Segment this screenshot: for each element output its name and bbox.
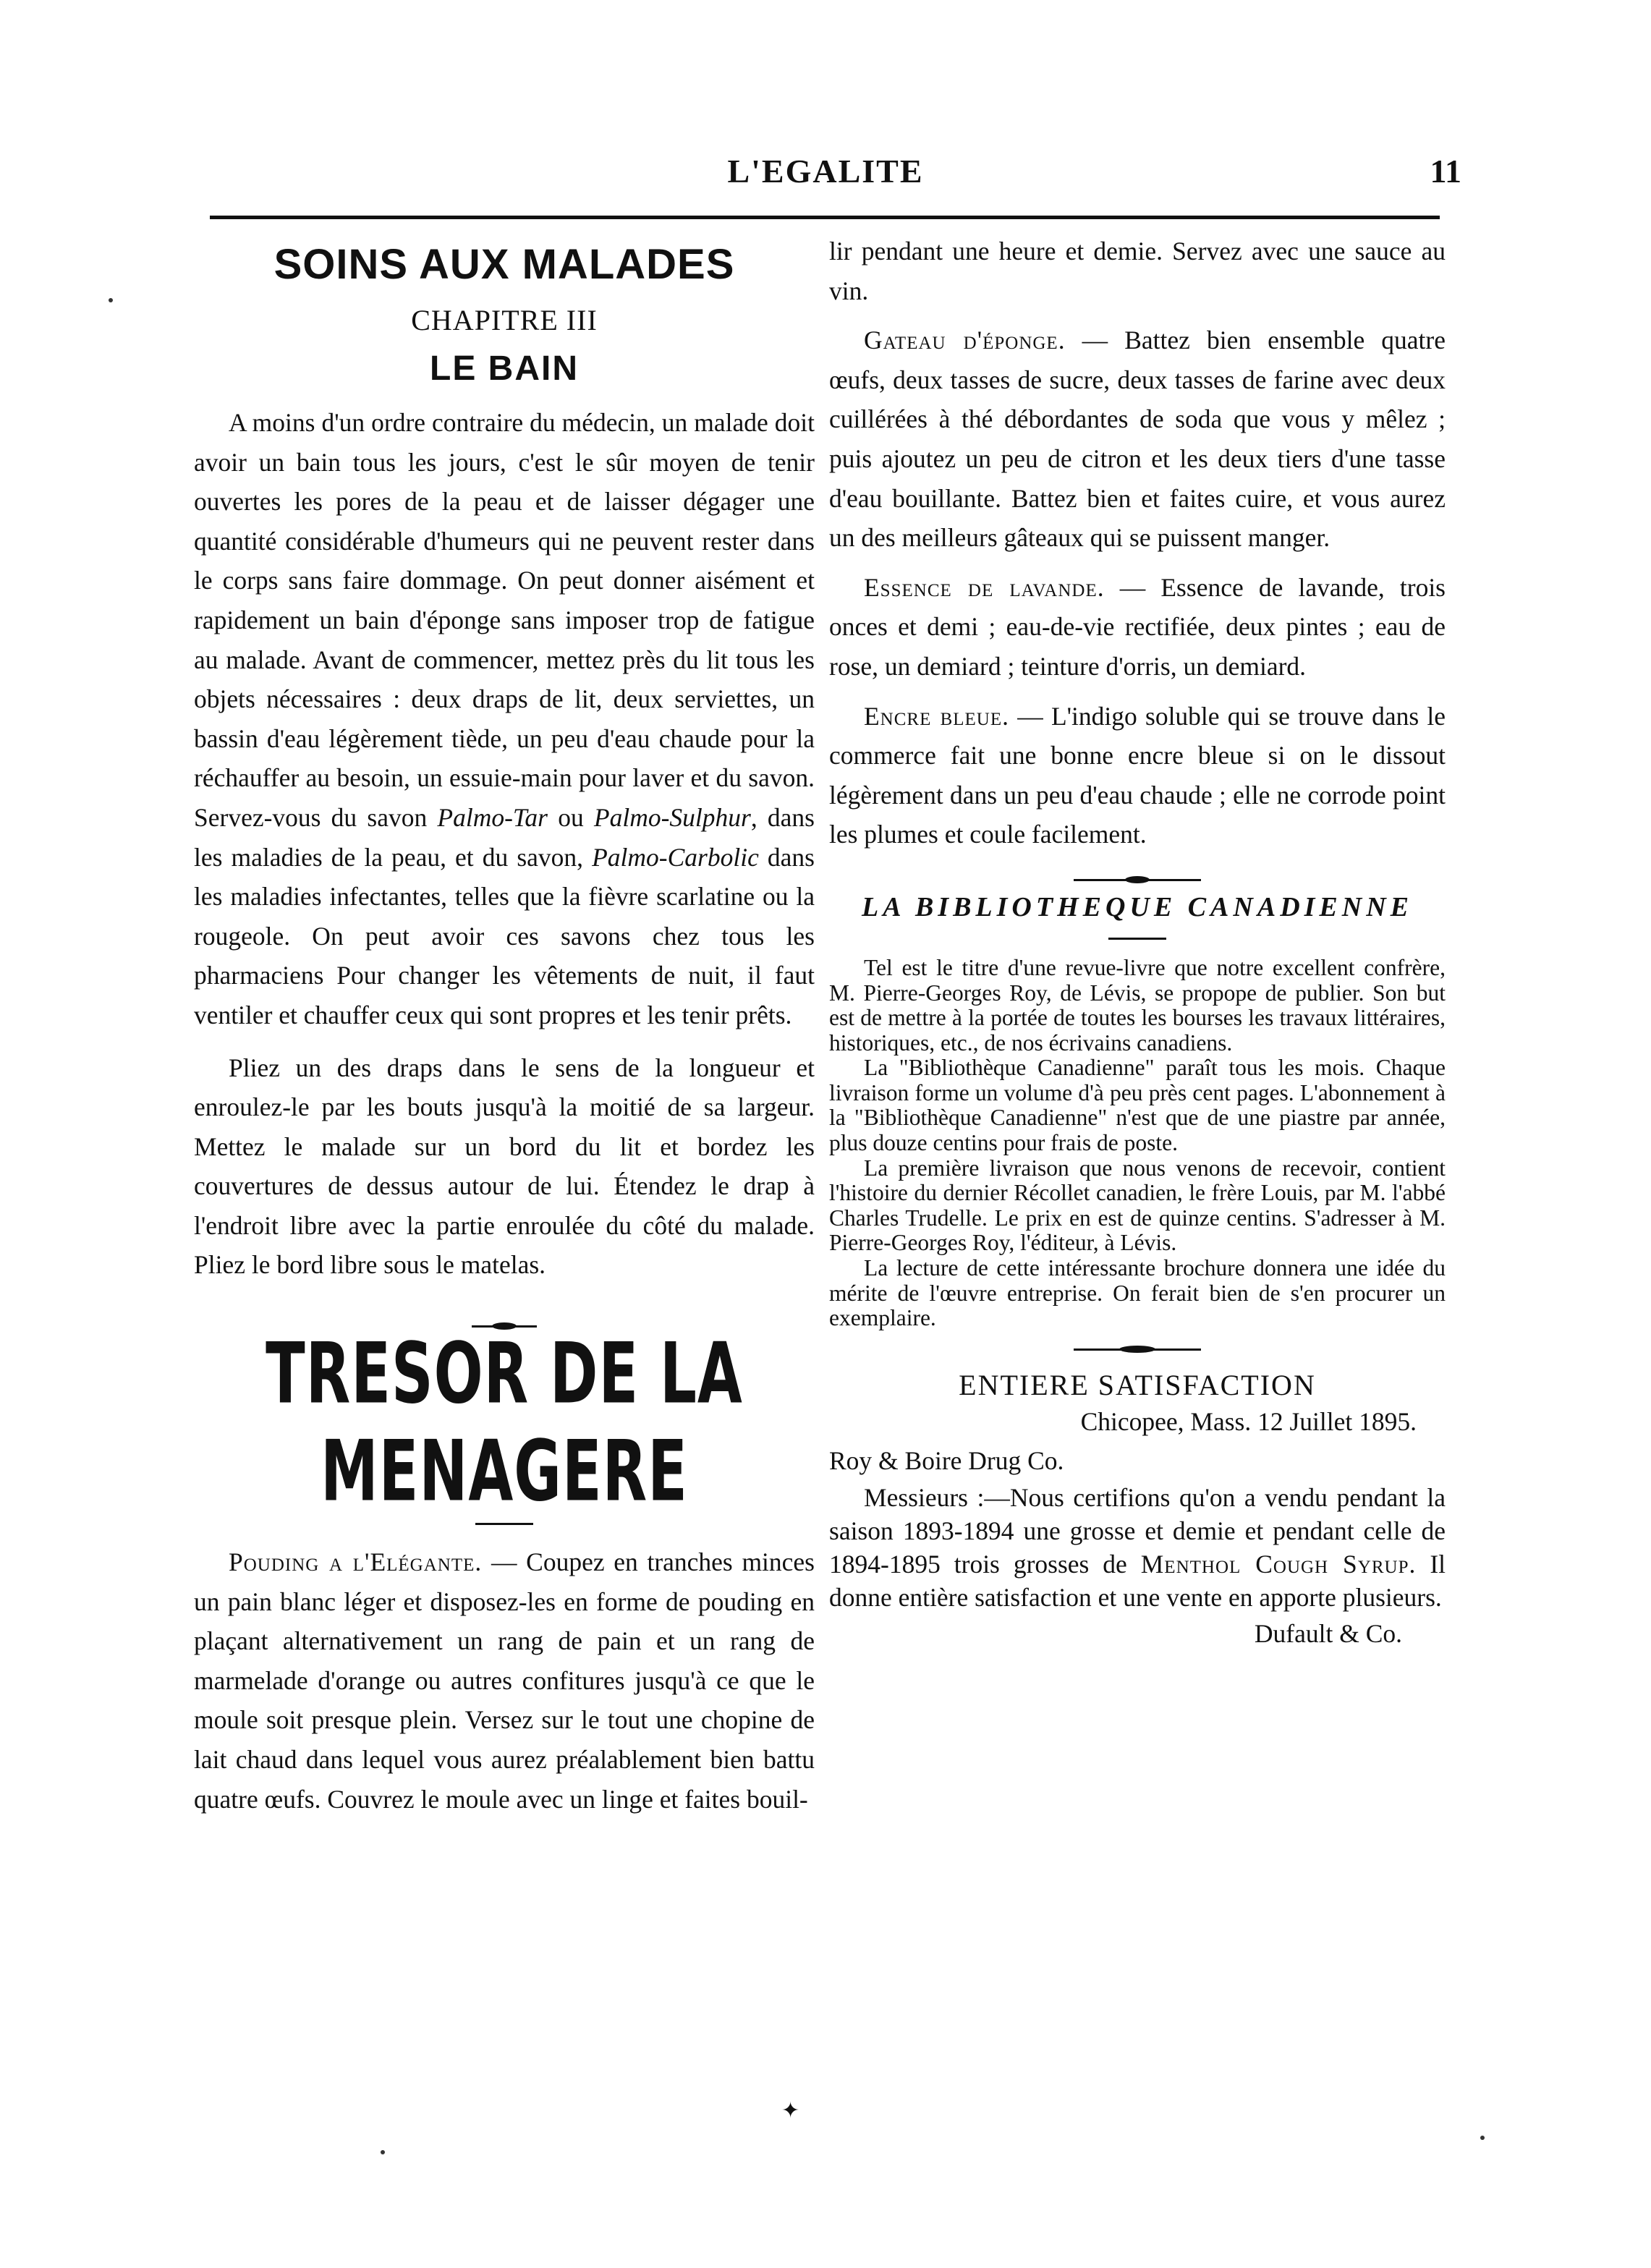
testimonial-tail: Il donne entière satisfaction et une vente en apporte plusieurs. (829, 1550, 1446, 1612)
soins-paragraph-1-text: A moins d'un ordre contraire du médecin, un malade doit avoir un bain tous les jours, c'est le sûr moyen de tenir ouvertes les pores de la peau et de laisser dégager une quantité considérable d'humeurs qui ne peuvent rester dans le corps sans faire dommage. On peut donner aisément et rapidement un bain d'éponge sans imposer trop de fatigue au malade. Avant de commencer, mettez près du lit tous les objets nécessaires : deux draps de lit, deux serviettes, un bassin d'eau légèrement tiède, un peu d'eau chaude pour la réchauffer au besoin, un essuie-main pour laver et du savon. (194, 408, 815, 793)
paper-speck (109, 298, 113, 302)
page-number: 11 (1430, 153, 1461, 190)
section-title-tresor: TRESOR DE LA MENAGERE (266, 1325, 743, 1520)
soap-brand-palmo-sulphur: Palmo-Sulphur (593, 802, 751, 832)
pouding-continued: lir pendant une heure et demie. Servez avec une sauce au vin. (829, 237, 1446, 305)
product-name: Menthol Cough Syrup. (1140, 1550, 1417, 1579)
soap-sentence-or: ou (547, 802, 594, 832)
soap-sentence-tail: dans les maladies infectantes, telles que la fièvre scarlatine ou la rougeole. On peut avoir ces savons chez tous les pharmaciens Pour changer les vêtements de nuit, il faut ventiler et chauffer ceux qui sont propres et les tenir prêts. (194, 842, 815, 1029)
section-title-soins: SOINS AUX MALADES (273, 241, 735, 288)
essence-text: — Essence de lavande, trois onces et demi ; eau-de-vie rectifiée, deux pintes ; eau de rose, un demiard ; teinture d'orris, un demiard. (829, 572, 1446, 681)
soap-sentence-mid: , dans les maladies de la peau, et du savon, (194, 802, 815, 872)
left-column (194, 232, 815, 1819)
pouding-paragraph (194, 1542, 815, 1819)
encre-paragraph (829, 697, 1446, 854)
paper-speck (381, 2150, 385, 2154)
biblio-paragraph-2: La "Bibliothèque Canadienne" paraît tous les mois. Chaque livraison forme un volume d'à peu près cent pages. L'abonnement à la "Bibliothèque Canadienne" n'est que de une piastre par année, plus douze centins pour frais de poste. (829, 1055, 1446, 1156)
dateline: Chicopee, Mass. 12 Juillet 1895. (1080, 1406, 1417, 1436)
soap-brand-palmo-carbolic: Palmo-Carbolic (592, 842, 759, 872)
soap-brand-palmo-tar: Palmo-Tar (437, 802, 548, 832)
subsection-title-bain: LE BAIN (430, 349, 579, 388)
pouding-label: Pouding a l'Elégante. (229, 1547, 483, 1577)
biblio-paragraph-1: Tel est le titre d'une revue-livre que notre excellent confrère, M. Pierre-Georges Roy, de Lévis, se propope de publier. Son but est de mettre à la portée de toutes les bourses les travaux littéraires, historiques, etc., de nos écrivains canadiens. (829, 954, 1446, 1056)
essence-paragraph (829, 568, 1446, 687)
addressee: Roy & Boire Drug Co. (829, 1446, 1064, 1476)
encre-label: Encre bleue. (864, 701, 1010, 731)
section-title-entiere: ENTIERE SATISFACTION (959, 1368, 1316, 1401)
signature: Dufault & Co. (1254, 1619, 1402, 1648)
section-title-biblio: LA BIBLIOTHEQUE CANADIENNE (861, 891, 1413, 922)
soins-paragraph-2: Pliez un des draps dans le sens de la longueur et enroulez-le par les bouts jusqu'à la moitié de sa largeur. Mettez le malade sur un bord du lit et bordez les couvertures de dessus autour de lui. Étendez le drap à l'endroit libre avec la partie enroulée du côté du malade. Pliez le bord libre sous le matelas. (194, 1053, 815, 1280)
right-column (829, 232, 1446, 1654)
running-header-title: L'EGALITE (727, 153, 924, 190)
pouding-text: — Coupez en tranches minces un pain blanc léger et disposez-les en forme de pouding en plaçant alternativement un rang de pain et un rang de marmelade d'orange ou autres confitures jusqu'à ce que le moule soit presque plein. Versez sur le tout une chopine de lait chaud dans lequel vous aurez préalablement bien battu quatre œufs. Couvrez le moule avec un linge et faites bouil- (194, 1547, 815, 1814)
biblio-paragraph-3: La première livraison que nous venons de recevoir, contient l'histoire du dernier Récollet canadien, le frère Louis, par M. l'abbé Charles Trudelle. Le prix en est de quinze centins. S'adresser à M. Pierre-Georges Roy, l'éditeur, à Lévis. (829, 1155, 1446, 1256)
short-rule (475, 1523, 533, 1525)
soins-paragraph-1 (194, 403, 815, 1035)
gateau-paragraph (829, 320, 1446, 558)
paper-speck (1480, 2136, 1485, 2140)
ornament-divider (1074, 1349, 1201, 1351)
header-rule (210, 216, 1440, 219)
gateau-text: — Battez bien ensemble quatre œufs, deux tasses de sucre, deux tasses de farine avec deux cuillérées à thé débordantes de soda que vous y mêlez ; puis ajoutez un peu de citron et les deux tiers d'une tasse d'eau bouillante. Battez bien et faites cuire, et vous aurez un des meilleurs gâteaux qui se puissent manger. (829, 326, 1446, 553)
short-rule (1108, 938, 1166, 940)
ornament-divider (1074, 879, 1201, 881)
soap-sentence-lead: Servez-vous du savon (194, 802, 438, 832)
encre-text: — L'indigo soluble qui se trouve dans le commerce fait une bonne encre bleue si on le dissout légèrement dans un peu d'eau chaude ; elle ne corrode point les plumes et coule facilement. (829, 701, 1446, 849)
essence-label: Essence de lavande. (864, 572, 1105, 602)
biblio-paragraph-4: La lecture de cette intéressante brochure donnera une idée du mérite de l'œuvre entreprise. On ferait bien de s'en procurer un exemplaire. (829, 1255, 1446, 1331)
gateau-label: Gateau d'éponge. (864, 326, 1066, 355)
page-mark: ✦ (781, 2099, 800, 2123)
testimonial-paragraph (829, 1481, 1446, 1614)
chapter-heading: CHAPITRE III (411, 304, 598, 336)
testimonial-lead: Messieurs :—Nous certifions qu'on a vendu pendant la saison 1893-1894 une grosse et demie et pendant celle de 1894-1895 trois grosses de (829, 1483, 1446, 1579)
